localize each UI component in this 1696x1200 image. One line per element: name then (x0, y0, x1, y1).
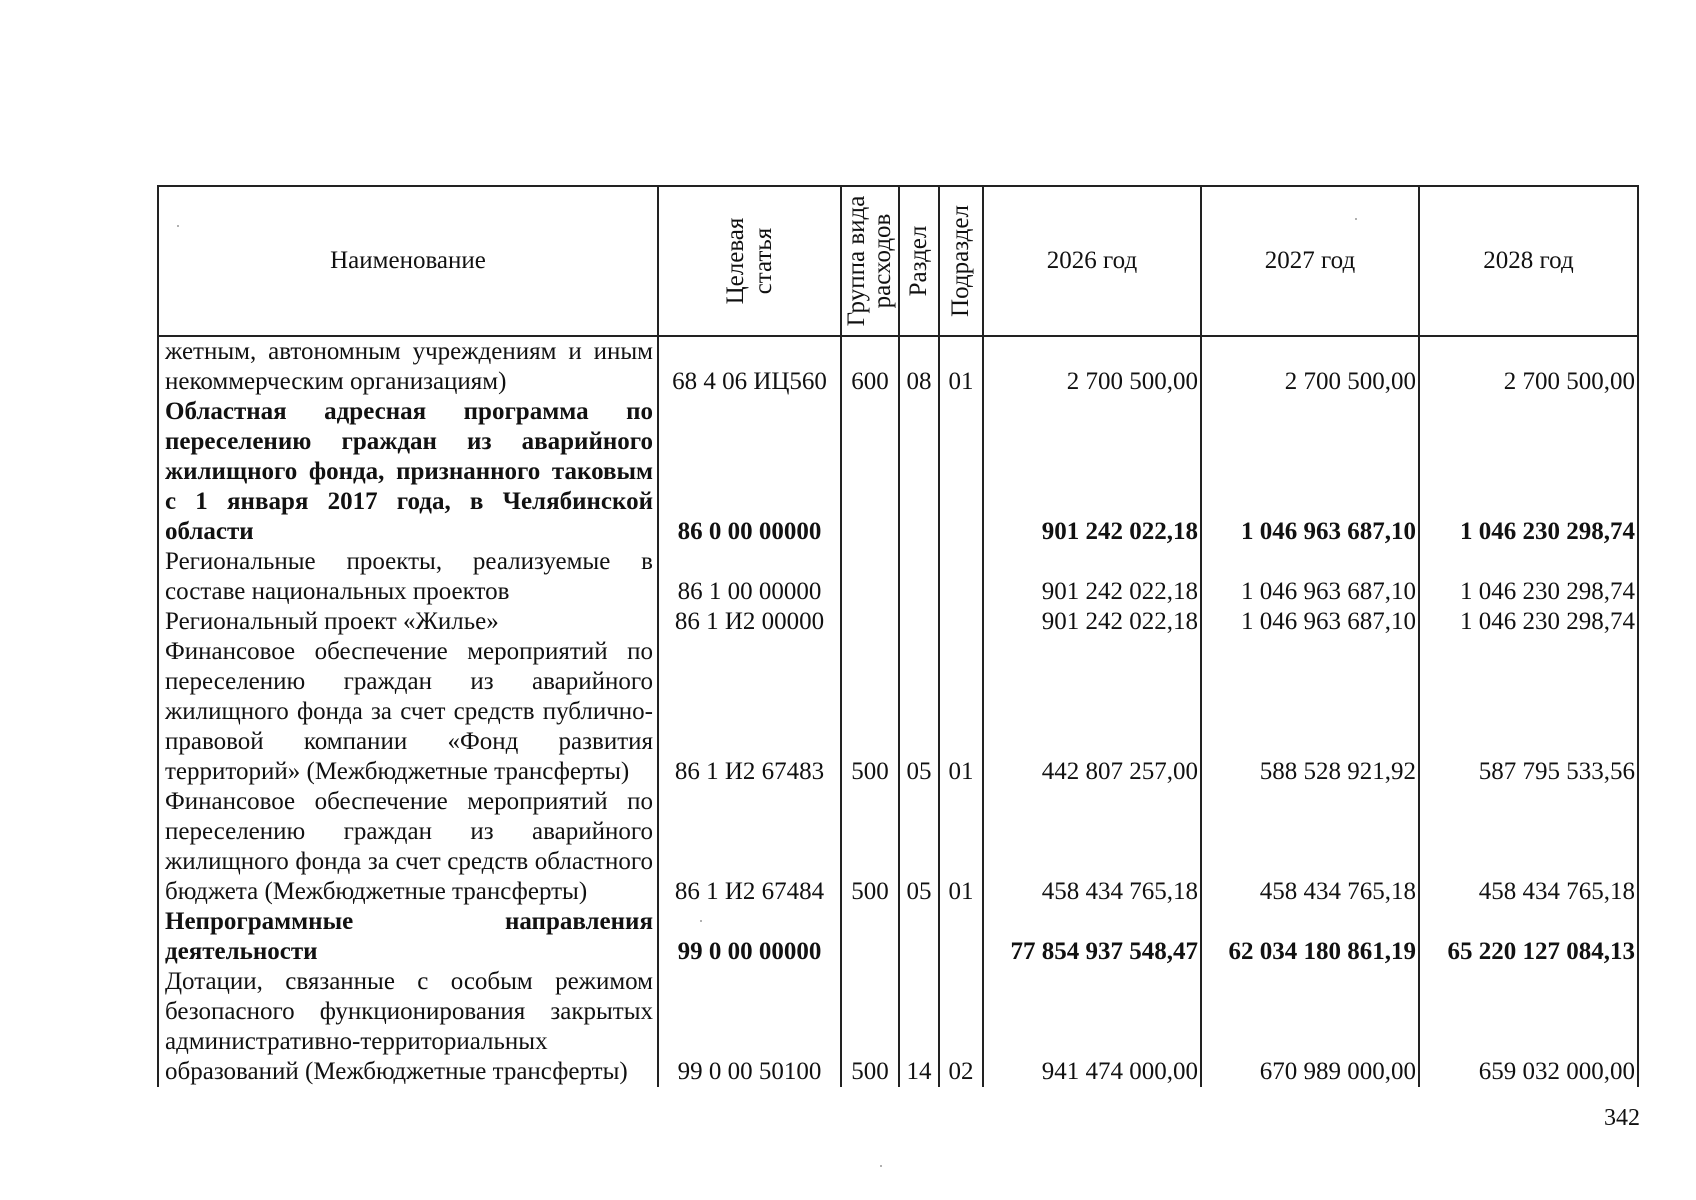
header-subsection: Подраздел (939, 186, 983, 336)
row-code: 99 0 00 50100 (658, 967, 841, 1087)
row-amount-2026: 2 700 500,00 (983, 336, 1201, 397)
row-section (899, 607, 939, 637)
table-row (158, 787, 1638, 907)
row-group: 500 (841, 787, 899, 907)
scan-speck (880, 1165, 882, 1167)
scan-speck (700, 920, 702, 922)
table-row (158, 607, 1638, 637)
table-row (158, 547, 1638, 607)
row-amount-2026: 458 434 765,18 (983, 787, 1201, 907)
row-amount-2027: 670 989 000,00 (1201, 967, 1419, 1087)
row-subsection (939, 607, 983, 637)
row-subsection: 01 (939, 637, 983, 787)
row-amount-2026: 901 242 022,18 (983, 397, 1201, 547)
row-name: Финансовое обеспечение мероприятий по переселению граждан из аварийного жилищного фонда за счет средств областного бюджета (Межбюджетные трансферты) (158, 787, 658, 907)
row-section: 05 (899, 637, 939, 787)
header-2027: 2027 год (1201, 186, 1419, 336)
row-group (841, 607, 899, 637)
header-2026: 2026 год (983, 186, 1201, 336)
header-expense-group: Группа вида расходов (841, 186, 899, 336)
row-subsection (939, 547, 983, 607)
budget-table (157, 185, 1639, 1087)
row-code: 86 1 И2 00000 (658, 607, 841, 637)
table-row (158, 967, 1638, 1087)
row-amount-2028: 458 434 765,18 (1419, 787, 1638, 907)
table-header-row (158, 186, 1638, 336)
row-amount-2028: 587 795 533,56 (1419, 637, 1638, 787)
table-row (158, 907, 1638, 967)
page-number: 342 (1604, 1105, 1640, 1131)
row-subsection: 01 (939, 336, 983, 397)
row-section: 08 (899, 336, 939, 397)
row-code: 86 1 И2 67483 (658, 637, 841, 787)
row-group: 500 (841, 967, 899, 1087)
row-code: 68 4 06 ИЦ560 (658, 336, 841, 397)
scan-speck (1355, 218, 1357, 220)
row-amount-2027: 1 046 963 687,10 (1201, 607, 1419, 637)
row-section: 05 (899, 787, 939, 907)
row-section (899, 397, 939, 547)
row-group (841, 397, 899, 547)
row-group: 600 (841, 336, 899, 397)
row-name: Финансовое обеспечение мероприятий по переселению граждан из аварийного жилищного фонда за счет средств публично-правовой компании «Фонд развития территорий» (Межбюджетные трансферты) (158, 637, 658, 787)
row-amount-2028: 65 220 127 084,13 (1419, 907, 1638, 967)
row-code: 86 0 00 00000 (658, 397, 841, 547)
row-code: 86 1 00 00000 (658, 547, 841, 607)
row-amount-2026: 901 242 022,18 (983, 547, 1201, 607)
row-amount-2028: 2 700 500,00 (1419, 336, 1638, 397)
row-amount-2028: 1 046 230 298,74 (1419, 547, 1638, 607)
scan-speck (177, 225, 179, 227)
row-group (841, 907, 899, 967)
row-amount-2026: 941 474 000,00 (983, 967, 1201, 1087)
row-amount-2027: 2 700 500,00 (1201, 336, 1419, 397)
header-2028: 2028 год (1419, 186, 1638, 336)
row-amount-2026: 901 242 022,18 (983, 607, 1201, 637)
row-name: Непрограммные направления деятельности (158, 907, 658, 967)
row-section (899, 547, 939, 607)
row-subsection: 01 (939, 787, 983, 907)
row-name: Региональные проекты, реализуемые в составе национальных проектов (158, 547, 658, 607)
row-amount-2026: 442 807 257,00 (983, 637, 1201, 787)
header-section: Раздел (899, 186, 939, 336)
row-amount-2028: 1 046 230 298,74 (1419, 397, 1638, 547)
row-code: 99 0 00 00000 (658, 907, 841, 967)
row-amount-2028: 659 032 000,00 (1419, 967, 1638, 1087)
row-name: жетным, автономным учреждениям и иным некоммерческим организациям) (158, 336, 658, 397)
header-target-article: Целевая статья (658, 186, 841, 336)
row-group: 500 (841, 637, 899, 787)
row-amount-2027: 62 034 180 861,19 (1201, 907, 1419, 967)
row-amount-2027: 1 046 963 687,10 (1201, 397, 1419, 547)
table-row (158, 336, 1638, 397)
row-code: 86 1 И2 67484 (658, 787, 841, 907)
row-section: 14 (899, 967, 939, 1087)
row-subsection: 02 (939, 967, 983, 1087)
row-amount-2028: 1 046 230 298,74 (1419, 607, 1638, 637)
table-row (158, 637, 1638, 787)
row-amount-2027: 458 434 765,18 (1201, 787, 1419, 907)
row-subsection (939, 397, 983, 547)
row-name: Дотации, связанные с особым режимом безопасного функционирования закрытых административно-территориальных образований (Межбюджетные трансферты) (158, 967, 658, 1087)
row-subsection (939, 907, 983, 967)
row-amount-2027: 588 528 921,92 (1201, 637, 1419, 787)
row-group (841, 547, 899, 607)
table-row (158, 397, 1638, 547)
row-amount-2026: 77 854 937 548,47 (983, 907, 1201, 967)
budget-table-wrapper (157, 185, 1637, 1087)
header-name: Наименование (158, 186, 658, 336)
row-name: Региональный проект «Жилье» (158, 607, 658, 637)
row-amount-2027: 1 046 963 687,10 (1201, 547, 1419, 607)
row-name: Областная адресная программа по переселению граждан из аварийного жилищного фонда, признанного таковым с 1 января 2017 года, в Челябинской области (158, 397, 658, 547)
row-section (899, 907, 939, 967)
